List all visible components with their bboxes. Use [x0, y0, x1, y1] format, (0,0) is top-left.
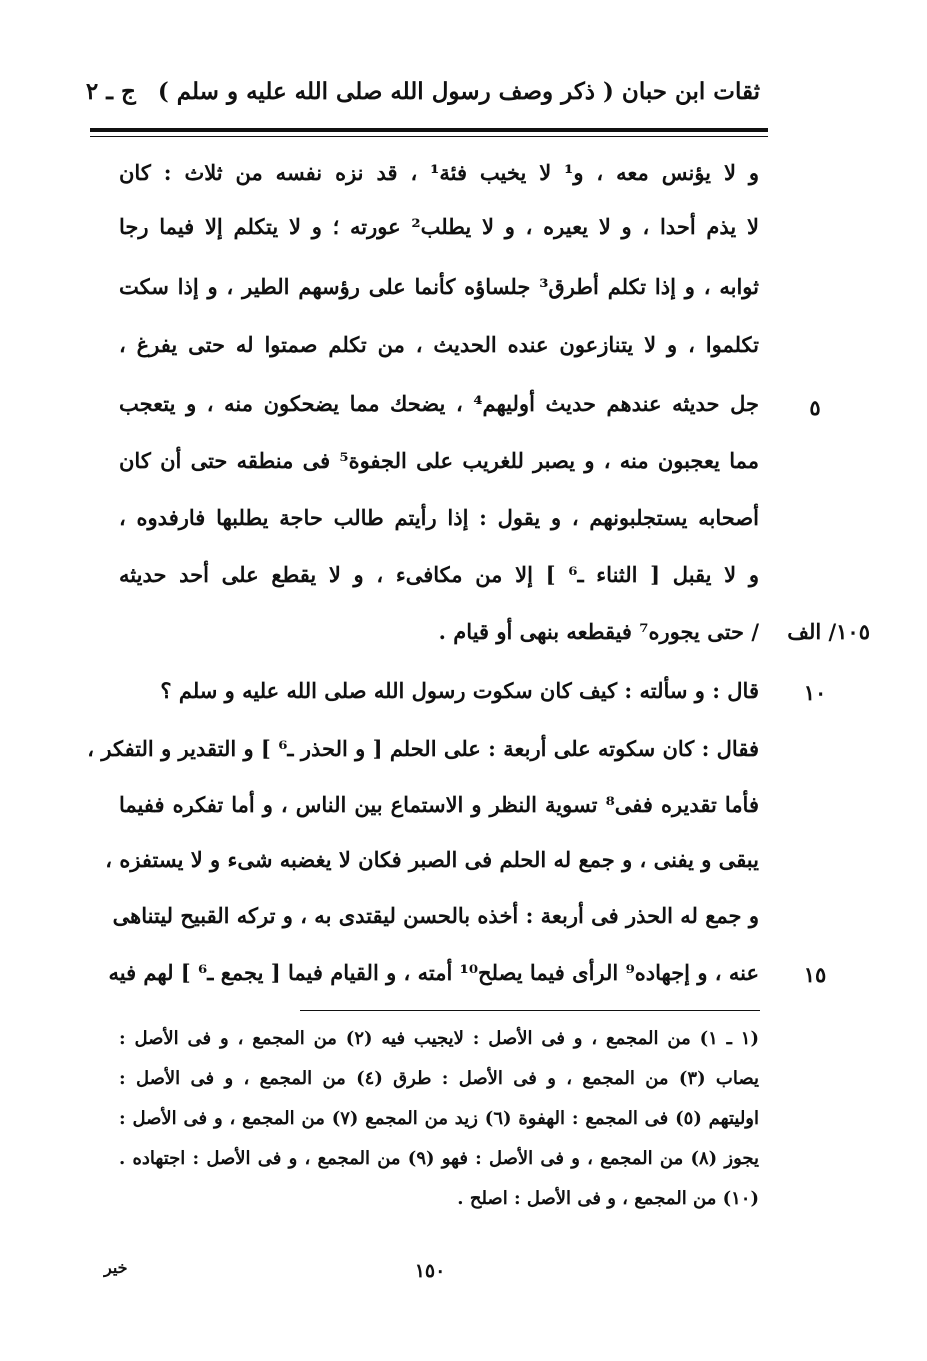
header-subject: ( ذكر وصف رسول الله صلى الله عليه و سلم ): [157, 78, 614, 105]
header-title: ثقات ابن حبان: [621, 78, 760, 105]
line-number-15: ١٥: [803, 962, 827, 987]
running-header: [85, 78, 760, 118]
header-volume: ج ـ ٢: [85, 78, 136, 105]
footnote-line-5: (١٠) من المجمع ، و فى الأصل : اصلح .: [457, 1188, 759, 1209]
body-line-6: مما يعجبون منه ، و يصبر للغريب على الجفوة⁵ فى منطقه حتى أن كان: [119, 448, 759, 473]
body-line-5: جل حديثه عندهم حديث أوليهم⁴ ، يضحك مما يضحكون منه ، و يتعجب: [119, 391, 759, 416]
page-number: ١٥٠: [414, 1260, 446, 1282]
body-line-13: يبقى و يفنى ، و جمع له الحلم فى الصبر فكان لا يغضبه شىء و لا يستفزه ،: [105, 847, 759, 872]
body-line-7: أصحابه يستجلبونهم ، و يقول : إذا رأيتم طالب حاجة يطلبها فارفدوه ،: [119, 505, 759, 530]
footnote-line-4: يجوز (٨) من المجمع ، و فى الأصل : فهو (٩) من المجمع ، و فى الأصل : اجتهاده .: [119, 1148, 759, 1169]
body-line-11: فقال : كان سكوته على أربعة : على الحلم [ و الحذر ـ⁶ ] و التقدير و التفكر ،: [87, 736, 759, 761]
footnote-rule: [300, 1010, 760, 1011]
body-line-14: و جمع له الحذر فى أربعة : أخذه بالحسن ليقتدى به ، و تركه القبيح ليتناهى: [112, 903, 759, 928]
body-line-1: و لا يؤنس معه ، و¹ لا يخيب فئة¹ ، قد نزه نفسه من ثلاث : كان: [119, 160, 759, 185]
body-line-8: و لا يقبل [ الثناء ـ⁶ ] إلا من مكافىء ، و لا يقطع على أحد حديثه: [119, 562, 759, 587]
printer-signature: خير: [104, 1258, 128, 1277]
body-line-10: قال : و سألته : كيف كان سكوت رسول الله صلى الله عليه و سلم ؟: [160, 678, 759, 703]
footnote-line-1: (١ ـ ١) من المجمع ، و فى الأصل : لايجيب فيه (٢) من المجمع ، و فى الأصل :: [119, 1028, 759, 1049]
body-line-4: تكلموا ، و لا يتنازعون عنده الحديث ، من تكلم صمتوا له حتى يفرغ ،: [119, 332, 759, 357]
body-line-9: / حتى يجوره⁷ فيقطعه بنهى أو قيام .: [438, 619, 759, 644]
body-line-12: فأما تقديره ففى⁸ تسوية النظر و الاستماع بين الناس ، و أما تفكره ففيما: [119, 792, 759, 817]
footnote-line-2: يصاب (٣) من المجمع ، و فى الأصل : طرق (٤) من المجمع ، و فى الأصل :: [119, 1068, 759, 1089]
header-rule-thin: [90, 136, 768, 137]
body-line-2: لا يذم أحدا ، و لا يعيره ، و لا يطلب² عورته ؛ و لا يتكلم إلا فيما رجا: [119, 214, 760, 239]
body-line-15: عنه ، و إجهاده⁹ الرأى فيما يصلح¹⁰ أمته ، و القيام فيما [ يجمع ـ⁶ ] لهم فيه: [108, 960, 759, 985]
header-rule-thick: [90, 128, 768, 132]
footnote-line-3: اوليتهم (٥) فى المجمع : الهفوة (٦) زيد من المجمع (٧) من المجمع ، و فى الأصل :: [119, 1108, 759, 1129]
line-number-5: ٥: [809, 395, 821, 420]
line-number-10: ١٠: [803, 680, 827, 705]
body-line-3: ثوابه ، و إذا تكلم أطرق³ جلساؤه كأنما على رؤسهم الطير ، و إذا سكت: [119, 274, 759, 299]
manuscript-folio-note: ١٠٥/ الف: [787, 619, 870, 644]
